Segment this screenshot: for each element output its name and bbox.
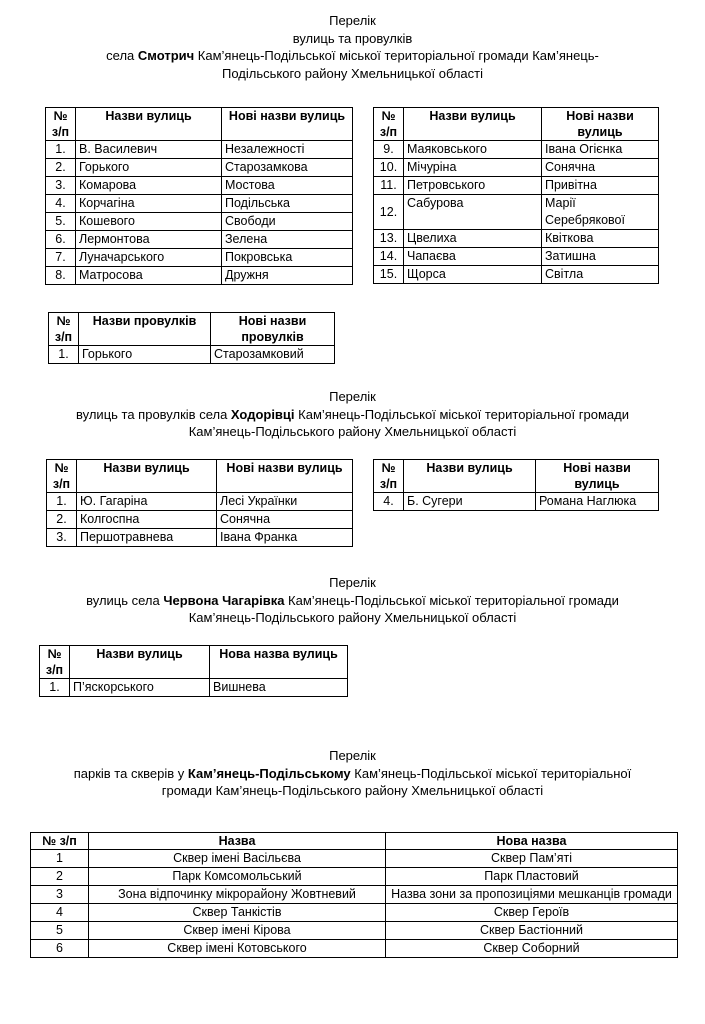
table-row: 5. Кошевого Свободи — [46, 213, 353, 231]
header-new-name: Нові назви провулків — [211, 313, 335, 346]
section-subtitle: Кам’янець-Подільського району Хмельницької області — [188, 610, 517, 625]
table-row: 1. Горького Старозамковий — [49, 346, 335, 364]
table-row: 1. В. Василевич Незалежності — [46, 141, 353, 159]
section-heading: Перелік — [329, 389, 376, 404]
header-number: № з/п — [40, 646, 70, 679]
header-number: № з/п — [47, 460, 77, 493]
section-subtitle: Подільського району Хмельницької області — [222, 65, 483, 81]
header-old-name: Назви вулиць — [404, 108, 542, 141]
header-number: № з/п — [46, 108, 76, 141]
table-row: 5 Сквер імені Кірова Сквер Бастіонний — [31, 922, 678, 940]
table-row: 4 Сквер Танкістів Сквер Героїв — [31, 904, 678, 922]
section-subtitle: парків та скверів у Кам’янець-Подільському Кам’янець-Подільської міської територіальної — [73, 765, 632, 781]
header-old-name: Назви провулків — [79, 313, 211, 346]
chervona-title — [0, 574, 705, 627]
header-new-name: Нові назви вулиць — [542, 108, 659, 141]
smotrych-streets-table-left — [45, 107, 353, 285]
header-old-name: Назви вулиць — [76, 108, 222, 141]
section-heading: Перелік — [329, 13, 376, 28]
header-number: № з/п — [374, 460, 404, 493]
section-subtitle: вулиць та провулків села Ходорівці Кам’янець-Подільської міської територіальної громади — [76, 406, 629, 422]
table-row: 9. Маяковського Івана Огієнка — [374, 141, 659, 159]
table-header-row — [374, 460, 659, 493]
section-subtitle: Кам’янець-Подільського району Хмельницької області — [188, 424, 517, 439]
table-row: 6 Сквер імені Котовського Сквер Соборний — [31, 940, 678, 958]
table-row: 2 Парк Комсомольський Парк Пластовий — [31, 868, 678, 886]
header-old-name: Назви вулиць — [70, 646, 210, 679]
table-row: 1. П’яскорського Вишнева — [40, 679, 348, 697]
khodorivtsi-streets-table-left — [46, 459, 353, 547]
header-number: № з/п — [49, 313, 79, 346]
table-row: 12. Сабурова Марії Серебрякової — [374, 195, 659, 230]
section-subtitle: села Смотрич Кам’янець-Подільської міської територіальної громади Кам’янець- — [106, 48, 599, 63]
table-row: 1 Сквер імені Васільєва Сквер Пам’яті — [31, 850, 678, 868]
table-row: 15. Щорса Світла — [374, 266, 659, 284]
parks-table — [30, 832, 678, 958]
section-subtitle: вулиць та провулків — [292, 30, 413, 46]
city-name: Кам’янець-Подільському — [187, 765, 351, 781]
table-header-row — [49, 313, 335, 346]
table-row: 4. Б. Сугери Романа Наглюка — [374, 493, 659, 511]
table-row: 3 Зона відпочинку мікрорайону Жовтневий Назва зони за пропозиціями мешканців громади — [31, 886, 678, 904]
section-subtitle: громади Кам’янець-Подільського району Хмельницької області — [161, 783, 544, 798]
table-header-row — [46, 108, 353, 141]
header-old-name: Назви вулиць — [404, 460, 536, 493]
table-row: 13. Цвелиха Квіткова — [374, 230, 659, 248]
village-name: Ходорівці — [230, 406, 295, 422]
village-name: Смотрич — [137, 48, 195, 63]
village-name: Червона Чагарівка — [163, 592, 285, 608]
smotrych-title — [0, 12, 705, 82]
table-row: 2. Колгоспна Сонячна — [47, 511, 353, 529]
section-heading: Перелік — [329, 748, 376, 763]
table-header-row — [40, 646, 348, 679]
table-header-row — [374, 108, 659, 141]
table-row: 10. Мічуріна Сонячна — [374, 159, 659, 177]
chervona-streets-table — [39, 645, 348, 697]
section-heading: Перелік — [329, 575, 376, 590]
table-header-row — [31, 833, 678, 850]
table-row: 1. Ю. Гагаріна Лесі Українки — [47, 493, 353, 511]
header-new-name: Нова назва вулиць — [210, 646, 348, 679]
table-row: 8. Матросова Дружня — [46, 267, 353, 285]
header-number: № з/п — [374, 108, 404, 141]
table-row: 3. Комарова Мостова — [46, 177, 353, 195]
header-new-name: Нові назви вулиць — [536, 460, 659, 493]
smotrych-lanes-table — [48, 312, 335, 364]
table-header-row — [47, 460, 353, 493]
table-row: 2. Горького Старозамкова — [46, 159, 353, 177]
header-new-name: Нові назви вулиць — [217, 460, 353, 493]
table-row: 14. Чапаєва Затишна — [374, 248, 659, 266]
khodorivtsi-title — [0, 388, 705, 441]
header-new-name: Нова назва — [386, 833, 678, 850]
header-number: № з/п — [31, 833, 89, 850]
header-old-name: Назви вулиць — [77, 460, 217, 493]
smotrych-streets-table-right — [373, 107, 659, 284]
table-row: 4. Корчагіна Подільська — [46, 195, 353, 213]
table-row: 3. Першотравнева Івана Франка — [47, 529, 353, 547]
table-row: 11. Петровського Привітна — [374, 177, 659, 195]
table-row: 6. Лермонтова Зелена — [46, 231, 353, 249]
parks-title — [0, 747, 705, 800]
header-old-name: Назва — [89, 833, 386, 850]
khodorivtsi-streets-table-right — [373, 459, 659, 511]
section-subtitle: вулиць села Червона Чагарівка Кам’янець-Подільської міської територіальної громади — [86, 592, 619, 608]
header-new-name: Нові назви вулиць — [222, 108, 353, 141]
table-row: 7. Луначарського Покровська — [46, 249, 353, 267]
